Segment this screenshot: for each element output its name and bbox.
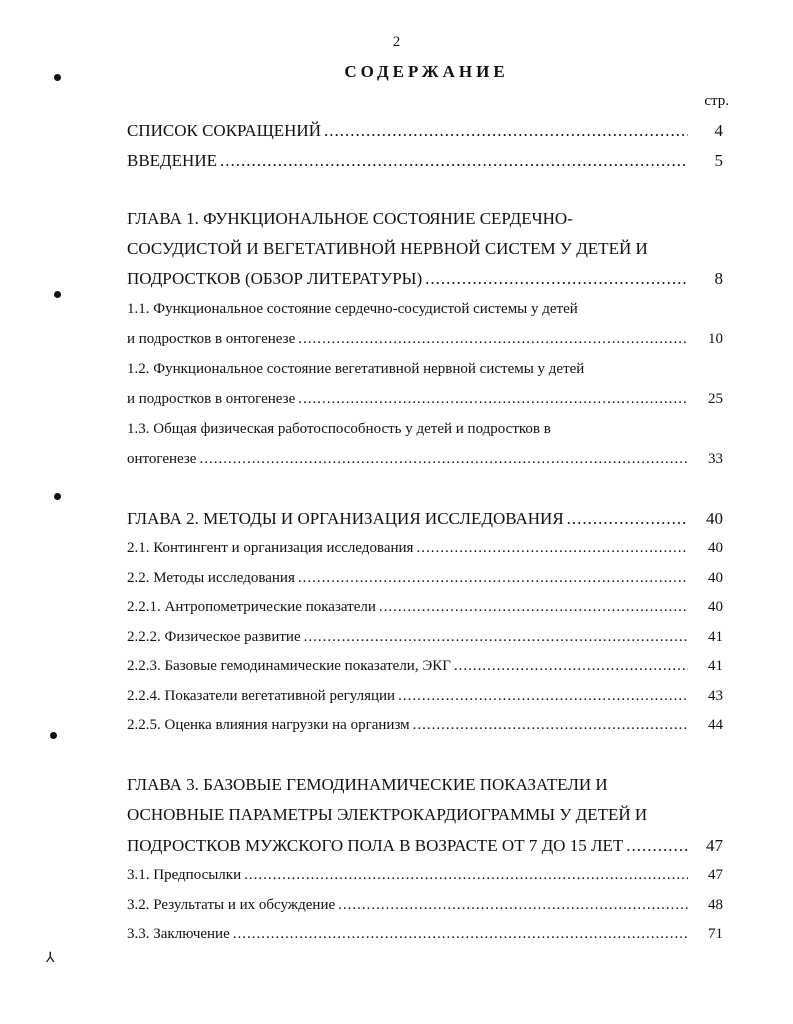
leader-dots [298,570,688,587]
toc-entry-text: СПИСОК СОКРАЩЕНИЙ [127,121,321,140]
toc-entry-page: 41 [708,629,723,645]
toc-entry-text: 2.1. Контингент и организация исследования [127,540,414,556]
toc-entry-page: 5 [714,151,723,170]
toc-entry [127,570,723,587]
toc-entry [127,867,723,884]
leader-dots [298,391,688,408]
leader-dots [304,629,688,646]
toc-entry-text: ПОДРОСТКОВ (ОБЗОР ЛИТЕРАТУРЫ) [127,269,423,288]
binding-hole-mark [54,493,61,500]
leader-dots [626,836,688,856]
toc-entry-text: 3.2. Результаты и их обсуждение [127,897,336,913]
binding-hole-mark [50,732,57,739]
toc-entry [127,391,723,408]
toc-entry [127,451,723,468]
toc-entry-page: 40 [708,599,723,615]
toc-entry-text: 3.1. Предпосылки [127,867,242,883]
toc-entry [127,775,723,795]
toc-entry [127,269,723,289]
toc-entry-text: и подростков в онтогенезе [127,391,296,407]
toc-entry [127,151,723,171]
toc-entry-text: ГЛАВА 1. ФУНКЦИОНАЛЬНОЕ СОСТОЯНИЕ СЕРДЕЧНО- [127,209,573,228]
toc-entry-page: 71 [708,926,723,942]
toc-entry [127,421,723,438]
page-title: СОДЕРЖАНИЕ [344,62,509,81]
toc-entry [127,209,723,229]
toc-entry [127,509,723,529]
toc-entry-page: 43 [708,688,723,704]
toc-entry-text: 2.2.4. Показатели вегетативной регуляции [127,688,396,704]
toc-entry-page: 4 [714,121,723,140]
toc-entry-page: 33 [708,451,723,467]
toc-entry-text: 2.2. Методы исследования [127,570,295,586]
toc-entry-text: СОСУДИСТОЙ И ВЕГЕТАТИВНОЙ НЕРВНОЙ СИСТЕМ У ДЕТЕЙ И [127,239,648,258]
leader-dots [338,897,688,914]
toc-entry-page: 8 [714,269,723,288]
leader-dots [413,717,688,734]
toc-entry-text: 2.2.1. Антропометрические показатели [127,599,376,615]
toc-entry-text: ГЛАВА 3. БАЗОВЫЕ ГЕМОДИНАМИЧЕСКИЕ ПОКАЗАТЕЛИ И [127,775,608,794]
toc-entry [127,121,723,141]
toc-entry [127,926,723,943]
toc-entry-page: 10 [708,331,723,347]
toc-entry-page: 40 [708,540,723,556]
toc-entry-text: 2.2.5. Оценка влияния нагрузки на организм [127,717,410,733]
leader-dots [298,331,688,348]
leader-dots [454,658,688,675]
leader-dots [233,926,688,943]
toc-entry-text: ВВЕДЕНИЕ [127,151,217,170]
toc-entry-text: ГЛАВА 2. МЕТОДЫ И ОРГАНИЗАЦИЯ ИССЛЕДОВАНИЯ [127,509,564,528]
leader-dots [398,688,688,705]
toc-entry [127,599,723,616]
toc-entry [127,301,723,318]
toc-entry-page: 40 [708,570,723,586]
toc-entry-page: 40 [706,509,723,528]
toc-entry-text: 1.2. Функциональное состояние вегетативной нервной системы у детей [127,361,585,377]
toc-entry [127,805,723,825]
leader-dots [425,269,688,289]
toc-entry-text: онтогенезе [127,451,197,467]
toc-entry [127,239,723,259]
toc-entry-text: ОСНОВНЫЕ ПАРАМЕТРЫ ЭЛЕКТРОКАРДИОГРАММЫ У ДЕТЕЙ И [127,805,648,824]
toc-entry [127,540,723,557]
toc-entry-text: 1.1. Функциональное состояние сердечно-сосудистой системы у детей [127,301,578,317]
toc-entry-text: и подростков в онтогенезе [127,331,296,347]
toc-entry [127,688,723,705]
page-number: 2 [392,34,401,50]
toc-entry [127,717,723,734]
toc-entry-text: ПОДРОСТКОВ МУЖСКОГО ПОЛА В ВОЗРАСТЕ ОТ 7 ДО 15 ЛЕТ [127,836,624,855]
toc-entry-text: 2.2.3. Базовые гемодинамические показатели, ЭКГ [127,658,451,674]
toc-entry [127,629,723,646]
leader-dots [567,509,688,529]
toc-entry-page: 47 [706,836,723,855]
pages-column-label: стр. [704,93,729,109]
leader-dots [324,121,688,141]
scan-mark-icon: ⅄ [46,950,55,966]
leader-dots [416,540,688,557]
toc-entry-text: 2.2.2. Физическое развитие [127,629,301,645]
toc-entry-page: 41 [708,658,723,674]
toc-entry [127,331,723,348]
leader-dots [244,867,688,884]
toc-entry-text: 3.3. Заключение [127,926,230,942]
toc-entry-page: 44 [708,717,723,733]
leader-dots [199,451,688,468]
toc-entry-text: 1.3. Общая физическая работоспособность у детей и подростков в [127,421,551,437]
toc-entry-page: 48 [708,897,723,913]
leader-dots [220,151,688,171]
toc-entry-page: 25 [708,391,723,407]
toc-entry [127,361,723,378]
toc-entry [127,897,723,914]
binding-hole-mark [54,74,61,81]
binding-hole-mark [54,291,61,298]
toc-entry [127,836,723,856]
toc-entry-page: 47 [708,867,723,883]
leader-dots [379,599,688,616]
toc-entry [127,658,723,675]
